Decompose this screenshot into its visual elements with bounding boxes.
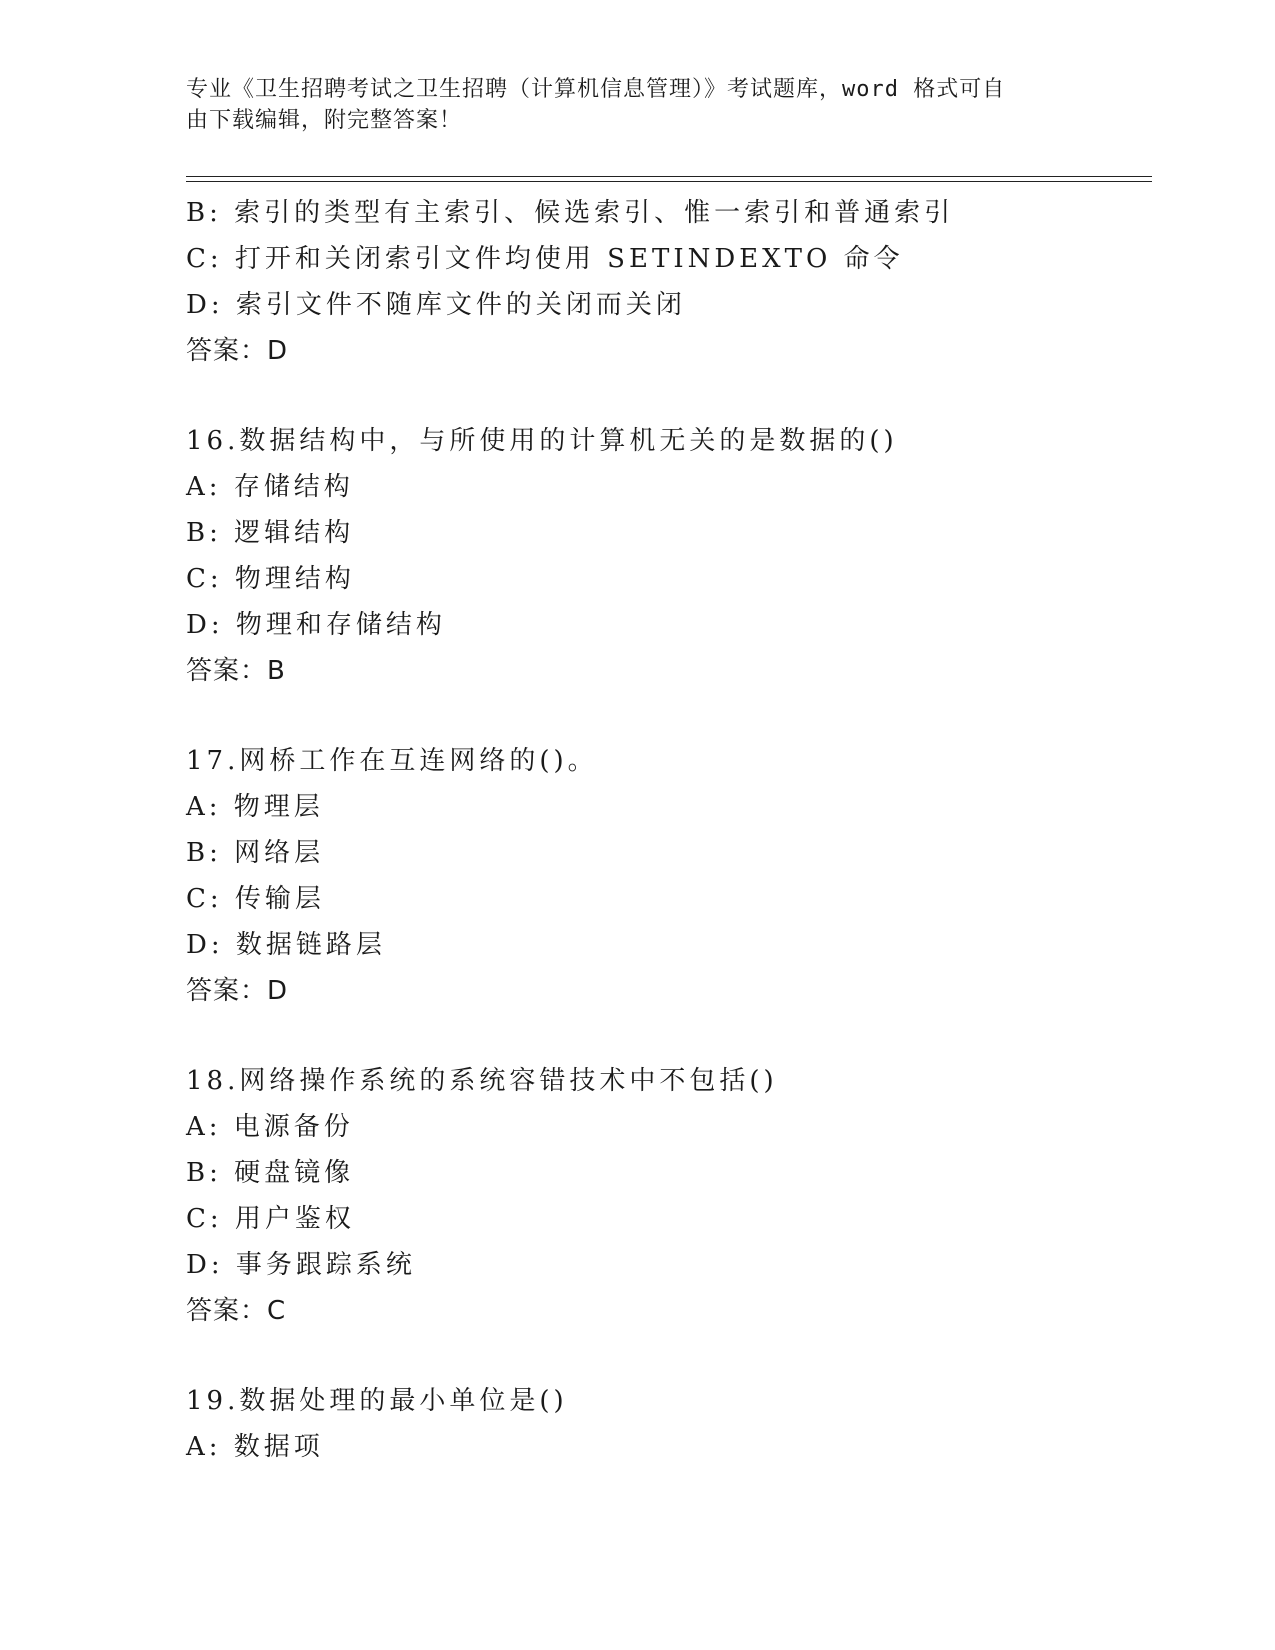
answer: 答案：B: [186, 656, 286, 686]
question-text: 18.网络操作系统的系统容错技术中不包括(): [186, 1066, 778, 1096]
spacer: [186, 694, 1146, 738]
question-text: 19.数据处理的最小单位是(): [186, 1386, 568, 1416]
question-16: [186, 418, 1146, 694]
header-line-1: 专业《卫生招聘考试之卫生招聘（计算机信息管理）》考试题库，word 格式可自: [186, 77, 1006, 102]
option-c: C: 物理结构: [186, 564, 355, 594]
question-text: 17.网桥工作在互连网络的()。: [186, 746, 598, 776]
question-18: [186, 1058, 1146, 1334]
header-divider-bottom: [186, 181, 1152, 182]
answer: 答案：C: [186, 1296, 287, 1326]
answer: 答案：D: [186, 976, 289, 1006]
option-a: A: 电源备份: [186, 1112, 354, 1142]
option-d: D: 事务跟踪系统: [186, 1250, 416, 1280]
answer: 答案：D: [186, 336, 289, 366]
option-d: D: 索引文件不随库文件的关闭而关闭: [186, 290, 686, 320]
option-b: B: 索引的类型有主索引、候选索引、惟一索引和普通索引: [186, 198, 955, 228]
option-c: C: 传输层: [186, 884, 325, 914]
document-header: [186, 74, 1066, 136]
option-b: B: 硬盘镜像: [186, 1158, 355, 1188]
spacer: [186, 374, 1146, 418]
spacer: [186, 1334, 1146, 1378]
option-d: D: 物理和存储结构: [186, 610, 446, 640]
option-b: B: 网络层: [186, 838, 325, 868]
option-b: B: 逻辑结构: [186, 518, 355, 548]
spacer: [186, 1014, 1146, 1058]
question-text: 16.数据结构中，与所使用的计算机无关的是数据的(): [186, 426, 898, 456]
option-c: C: 用户鉴权: [186, 1204, 355, 1234]
option-d: D: 数据链路层: [186, 930, 386, 960]
header-divider-top: [186, 176, 1152, 177]
question-17: [186, 738, 1146, 1014]
option-a: A: 数据项: [186, 1432, 324, 1462]
option-c: C: 打开和关闭索引文件均使用 SETINDEXTO 命令: [186, 244, 904, 274]
question-19: [186, 1378, 1146, 1470]
question-list: [186, 190, 1146, 1470]
header-line-2: 由下载编辑，附完整答案！: [186, 108, 463, 133]
option-a: A: 物理层: [186, 792, 324, 822]
option-a: A: 存储结构: [186, 472, 354, 502]
question-15-tail: [186, 190, 1146, 374]
